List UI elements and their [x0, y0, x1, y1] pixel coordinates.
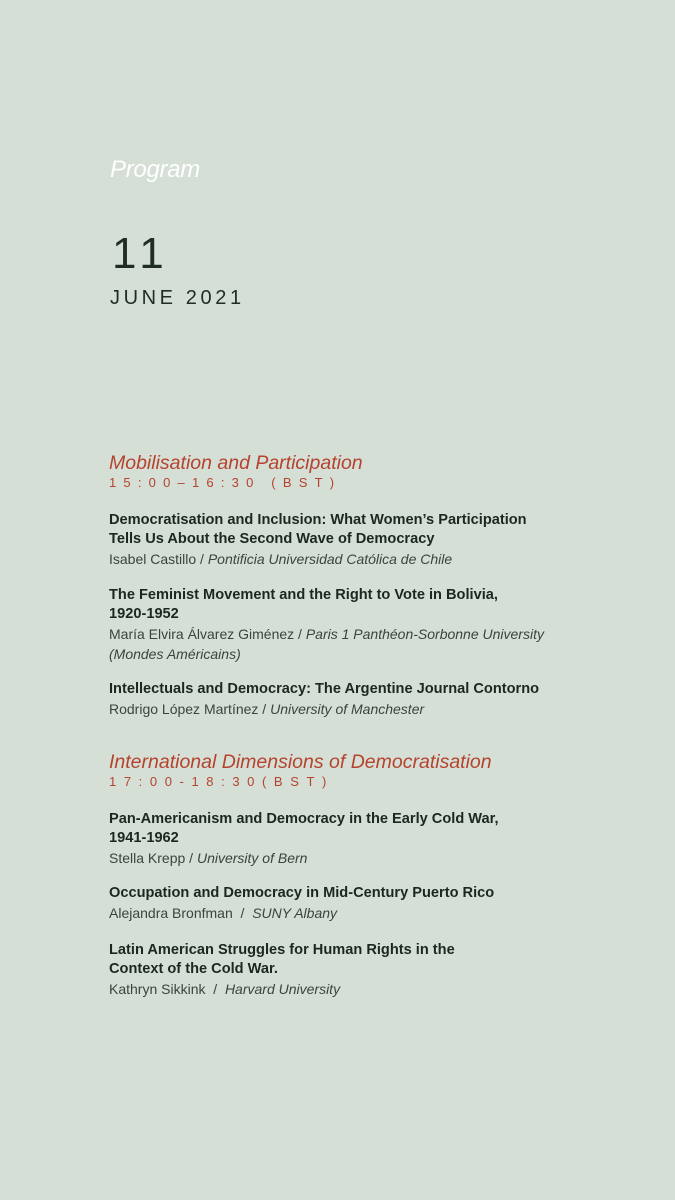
talk-meta — [109, 848, 579, 868]
month-year: JUNE 2021 — [110, 287, 245, 309]
talk-meta — [109, 624, 549, 664]
speaker-institution: Paris 1 Panthéon-Sorbonne University (Mondes Américains) — [109, 626, 544, 662]
program-label: Program — [110, 156, 200, 183]
speaker-name: Stella Krepp — [109, 850, 186, 866]
speaker-name: Kathryn Sikkink — [109, 981, 206, 997]
speaker-name: Isabel Castillo — [109, 551, 197, 567]
speaker-institution: University of Bern — [196, 850, 308, 866]
talk-title: Intellectuals and Democracy: The Argentine Journal Contorno — [109, 681, 540, 697]
speaker-institution: Harvard University — [224, 981, 341, 997]
separator: / — [258, 701, 271, 717]
talk-title: Democratisation and Inclusion: What Women’s Participation Tells Us About the Second Wave of Democracy — [109, 512, 527, 547]
section-time: 17:00-18:30(BST) — [109, 774, 334, 789]
section-international — [109, 750, 569, 790]
speaker-institution: SUNY Albany — [252, 905, 338, 921]
talk-item — [109, 586, 579, 664]
talk-title: Pan-Americanism and Democracy in the Early Cold War, 1941-1962 — [109, 811, 499, 846]
separator: / — [294, 626, 306, 642]
speaker-name: Alejandra Bronfman — [109, 905, 233, 921]
talk-title: The Feminist Movement and the Right to Vote in Bolivia, 1920-1952 — [109, 587, 498, 622]
talk-title: Occupation and Democracy in Mid-Century Puerto Rico — [109, 885, 495, 901]
talk-meta — [109, 699, 579, 719]
speaker-name: Rodrigo López Martínez — [109, 701, 259, 717]
talk-item — [109, 511, 579, 569]
separator: / — [185, 850, 197, 866]
separator: / — [196, 551, 208, 567]
speaker-institution: Pontificia Universidad Católica de Chile — [207, 551, 453, 567]
talk-item — [109, 884, 579, 923]
day-number: 11 — [112, 229, 170, 278]
speaker-name: María Elvira Álvarez Giménez — [109, 626, 295, 642]
section-title: International Dimensions of Democratisation — [109, 751, 492, 773]
speaker-institution: University of Manchester — [270, 701, 425, 717]
section-title: Mobilisation and Participation — [109, 452, 363, 474]
talk-meta — [109, 979, 579, 999]
talk-item — [109, 941, 579, 999]
talk-meta — [109, 903, 579, 923]
section-time: 15:00–16:30 (BST) — [109, 475, 342, 490]
talk-title: Latin American Struggles for Human Rights in the Context of the Cold War. — [109, 942, 455, 977]
separator: / — [205, 981, 225, 997]
talk-meta — [109, 549, 579, 569]
talk-item — [109, 810, 579, 868]
separator: / — [232, 905, 253, 921]
talk-item — [109, 680, 579, 719]
section-mobilisation — [109, 451, 569, 491]
